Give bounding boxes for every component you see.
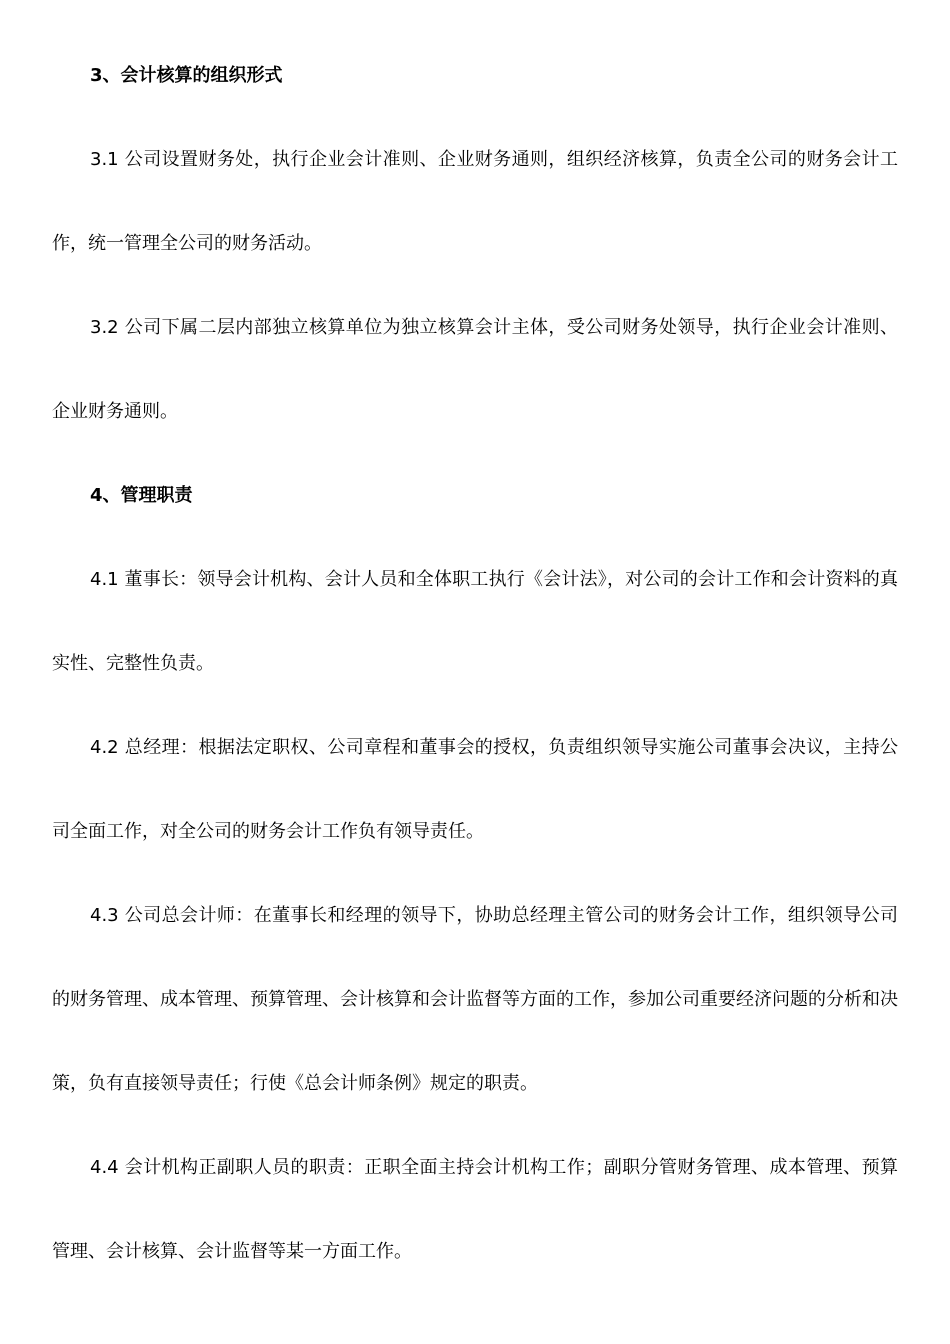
paragraph-3-1: 3.1 公司设置财务处，执行企业会计准则、企业财务通则，组织经济核算，负责全公司的财务会计工作，统一管理全公司的财务活动。 [52,149,898,254]
document-body [52,34,898,1294]
paragraph-4-4: 4.4 会计机构正副职人员的职责：正职全面主持会计机构工作；副职分管财务管理、成本管理、预算管理、会计核算、会计监督等某一方面工作。 [52,1157,898,1262]
paragraph-4-2: 4.2 总经理：根据法定职权、公司章程和董事会的授权，负责组织领导实施公司董事会决议，主持公司全面工作，对全公司的财务会计工作负有领导责任。 [52,737,898,842]
paragraph-3-2: 3.2 公司下属二层内部独立核算单位为独立核算会计主体，受公司财务处领导，执行企业会计准则、企业财务通则。 [52,317,898,422]
section-heading-3: 3、会计核算的组织形式 [90,65,283,86]
paragraph-4-1: 4.1 董事长：领导会计机构、会计人员和全体职工执行《会计法》，对公司的会计工作和会计资料的真实性、完整性负责。 [52,569,898,674]
section-heading-4: 4、管理职责 [90,485,193,506]
paragraph-4-3: 4.3 公司总会计师：在董事长和经理的领导下，协助总经理主管公司的财务会计工作，组织领导公司的财务管理、成本管理、预算管理、会计核算和会计监督等方面的工作，参加公司重要经济问题的分析和决策，负有直接领导责任；行使《总会计师条例》规定的职责。 [52,905,898,1094]
